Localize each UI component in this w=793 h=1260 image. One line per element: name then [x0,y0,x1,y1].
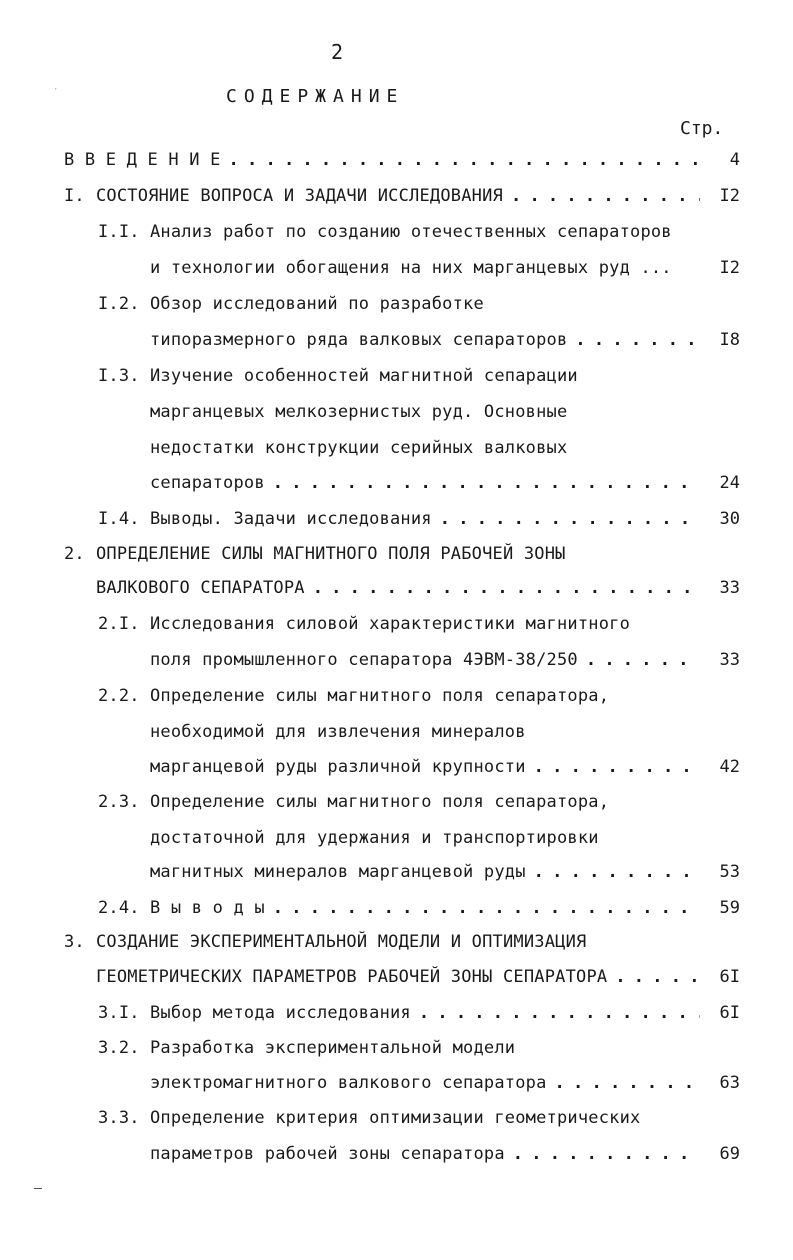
toc-entry-page: 33 [719,650,740,670]
leader-dots [513,1144,700,1164]
toc-entry-text: достаточной для удержания и транспортировки [150,828,599,848]
toc-entry-2-2-continued[interactable] [150,757,704,785]
toc-entry-text: необходимой для извлечения минералов [150,722,526,742]
toc-entry-page: 42 [719,757,740,777]
toc-entry-chapter-2[interactable] [64,544,704,572]
toc-entry-2-2[interactable] [98,686,704,714]
toc-entry-number: 3. [64,932,85,952]
toc-entry-2-3[interactable] [98,792,704,820]
toc-entry-1-3-continued[interactable] [150,473,704,501]
toc-entry-introduction[interactable] [64,150,704,178]
toc-entry-text: магнитных минералов марганцевой руды [150,862,526,882]
toc-entry-text: типоразмерного ряда валковых сепараторов [150,330,568,350]
toc-entry-number: 2.4. [98,898,140,918]
toc-entry-number: 3.I. [98,1003,140,1023]
leader-dots [419,1003,700,1023]
toc-entry-2-1[interactable] [98,614,704,642]
leader-dots [511,186,700,206]
toc-entry-3-3[interactable] [98,1108,704,1136]
toc-entry-text: Определение силы магнитного поля сепаратора, [150,792,610,812]
toc-entry-text: и технологии обогащения на них марганцевых руд ... [150,258,672,278]
toc-entry-number: 3.2. [98,1038,140,1058]
toc-entry-3-1[interactable] [98,1003,704,1031]
toc-entry-chapter-3-continued[interactable] [96,967,704,995]
toc-entry-3-3-continued[interactable] [150,1144,704,1172]
toc-entry-text: марганцевой руды различной крупности [150,757,526,777]
page-number: 2 [331,40,344,64]
toc-entry-number: 2. [64,544,85,564]
toc-entry-text: Обзор исследований по разработке [150,294,484,314]
toc-entry-number: 2.3. [98,792,140,812]
toc-title: СОДЕРЖАНИЕ [226,86,405,107]
toc-entry-1-3[interactable] [98,366,704,394]
toc-entry-chapter-3[interactable] [64,932,704,960]
toc-entry-1-3-continued[interactable] [150,438,704,466]
toc-entry-number: I.3. [98,366,140,386]
leader-dots [273,473,700,493]
toc-entry-number: 3.3. [98,1108,140,1128]
toc-entry-text: СОСТОЯНИЕ ВОПРОСА И ЗАДАЧИ ИССЛЕДОВАНИЯ [96,186,503,206]
leader-dots [534,757,700,777]
toc-entry-1-2-continued[interactable] [150,330,704,358]
toc-entry-chapter-2-continued[interactable] [96,578,704,606]
toc-entry-text: СОЗДАНИЕ ЭКСПЕРИМЕНТАЛЬНОЙ МОДЕЛИ И ОПТИМИЗАЦИЯ [96,932,587,952]
toc-entry-text: Выбор метода исследования [150,1003,411,1023]
toc-entry-2-3-continued[interactable] [150,828,704,856]
toc-entry-1-3-continued[interactable] [150,402,704,430]
toc-entry-page: 69 [719,1144,740,1164]
toc-entry-text: Анализ работ по созданию отечественных сепараторов [150,222,672,242]
toc-entry-1-1[interactable] [98,222,704,250]
toc-entry-page: I2 [719,186,740,206]
toc-entry-page: 6I [719,967,740,987]
toc-entry-2-2-continued[interactable] [150,722,704,750]
toc-entry-page: 59 [719,898,740,918]
toc-entry-number: 2.2. [98,686,140,706]
toc-entry-page: I2 [719,258,740,278]
scan-mark: ˊ [53,88,59,98]
toc-entry-page: 30 [719,509,740,529]
toc-entry-text: недостатки конструкции серийных валковых [150,438,568,458]
leader-dots [273,898,700,918]
toc-entry-text: поля промышленного сепаратора 4ЭВМ-38/250 [150,650,578,670]
toc-entry-text: Выводы. Задачи исследования [150,509,432,529]
toc-entry-text: ОПРЕДЕЛЕНИЕ СИЛЫ МАГНИТНОГО ПОЛЯ РАБОЧЕЙ ЗОНЫ [96,544,566,564]
toc-entry-number: I.4. [98,509,140,529]
toc-entry-text: электромагнитного валкового сепаратора [150,1073,547,1093]
toc-entry-page: 6I [719,1003,740,1023]
toc-entry-text: Определение критерия оптимизации геометрических [150,1108,641,1128]
toc-entry-text: В ы в о д ы [150,898,265,918]
toc-entry-3-2[interactable] [98,1038,704,1066]
toc-entry-text: В В Е Д Е Н И Е [64,150,221,170]
toc-entry-1-1-continued[interactable] [150,258,704,286]
leader-dots [534,862,700,882]
toc-entry-page: 33 [719,578,740,598]
toc-entry-page: I8 [719,330,740,350]
leader-dots [229,150,700,170]
leader-dots [440,509,700,529]
toc-entry-3-2-continued[interactable] [150,1073,704,1101]
toc-entry-2-4[interactable] [98,898,704,926]
toc-entry-number: 2.I. [98,614,140,634]
toc-entry-text: Определение силы магнитного поля сепаратора, [150,686,610,706]
toc-entry-chapter-1[interactable] [64,186,704,214]
pages-column-header: Стр. [680,118,724,139]
toc-entry-text: ВАЛКОВОГО СЕПАРАТОРА [96,578,305,598]
toc-entry-number: I.I. [98,222,140,242]
toc-entry-text: марганцевых мелкозернистых руд. Основные [150,402,568,422]
toc-entry-page: 4 [729,150,740,170]
toc-entry-page: 53 [719,862,740,882]
toc-entry-text: сепараторов [150,473,265,493]
toc-entry-text: Исследования силовой характеристики магнитного [150,614,631,634]
toc-entry-page: 63 [719,1073,740,1093]
toc-entry-number: I.2. [98,294,140,314]
leader-dots [313,578,700,598]
toc-entry-text: Разработка экспериментальной модели [150,1038,516,1058]
toc-entry-number: I. [64,186,85,206]
toc-entry-1-2[interactable] [98,294,704,322]
toc-entry-page: 24 [719,473,740,493]
scan-edge-mark [34,1188,42,1189]
toc-entry-1-4[interactable] [98,509,704,537]
toc-entry-text: Изучение особенностей магнитной сепарации [150,366,578,386]
toc-entry-text: параметров рабочей зоны сепаратора [150,1144,505,1164]
toc-entry-text: ГЕОМЕТРИЧЕСКИХ ПАРАМЕТРОВ РАБОЧЕЙ ЗОНЫ СЕПАРАТОРА [96,967,608,987]
toc-entry-2-3-continued[interactable] [150,862,704,890]
toc-entry-2-1-continued[interactable] [150,650,704,678]
leader-dots [555,1073,700,1093]
